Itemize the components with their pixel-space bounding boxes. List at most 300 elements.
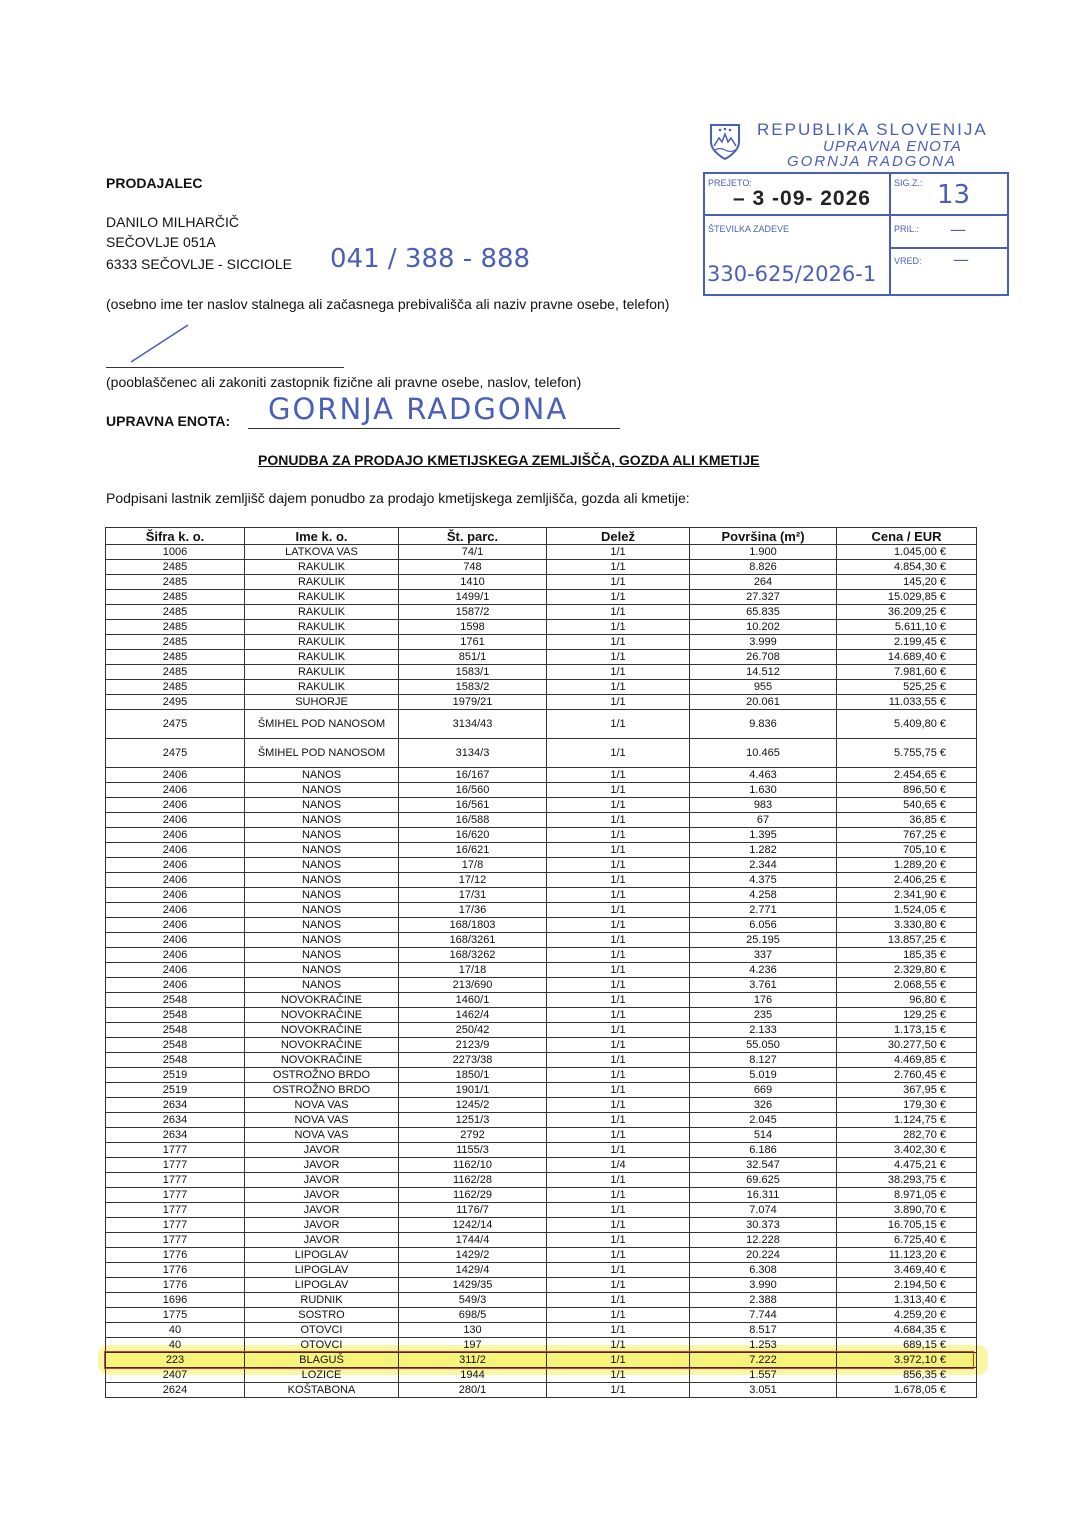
cell-ko-code: 2406 [106,828,245,843]
cell-share: 1/1 [547,739,690,768]
col-header-price: Cena / EUR [837,528,977,545]
cell-share: 1/4 [547,1158,690,1173]
cell-ko-code: 2406 [106,888,245,903]
cell-price: 3.469,40 € [837,1263,977,1278]
cell-share: 1/1 [547,843,690,858]
cell-price: 2.068,55 € [837,978,977,993]
cell-price: 689,15 € [837,1338,977,1353]
cell-area: 16.311 [690,1188,837,1203]
cell-ko-code: 2519 [106,1083,245,1098]
cell-ko-code: 1777 [106,1233,245,1248]
cell-area: 30.373 [690,1218,837,1233]
cell-share: 1/1 [547,1218,690,1233]
cell-share: 1/1 [547,1263,690,1278]
table-row [106,620,977,635]
cell-price: 5.611,10 € [837,620,977,635]
cell-ko-code: 1777 [106,1158,245,1173]
cell-price: 2.341,90 € [837,888,977,903]
table-row [106,1203,977,1218]
cell-area: 55.050 [690,1038,837,1053]
cell-parcel: 1460/1 [399,993,547,1008]
cell-ko-name: ŠMIHEL POD NANOSOM [245,739,399,768]
table-row [106,575,977,590]
cell-area: 12.228 [690,1233,837,1248]
cell-ko-name: LIPOGLAV [245,1278,399,1293]
cell-price: 16.705,15 € [837,1218,977,1233]
cell-share: 1/1 [547,828,690,843]
cell-share: 1/1 [547,695,690,710]
cell-price: 4.854,30 € [837,560,977,575]
table-row [106,680,977,695]
cell-share: 1/1 [547,1143,690,1158]
cell-share: 1/1 [547,1308,690,1323]
table-row [106,1233,977,1248]
cell-parcel: 1429/2 [399,1248,547,1263]
cell-parcel: 1761 [399,635,547,650]
cell-price: 8.971,05 € [837,1188,977,1203]
cell-ko-name: NOVA VAS [245,1128,399,1143]
cell-ko-code: 2406 [106,933,245,948]
cell-ko-code: 2485 [106,650,245,665]
cell-share: 1/1 [547,1068,690,1083]
case-number-value: 330-625/2026-1 [707,262,877,286]
cell-area: 2.133 [690,1023,837,1038]
cell-share: 1/1 [547,963,690,978]
sig-value: 13 [937,180,971,210]
cell-ko-name: NOVOKRAČINE [245,993,399,1008]
cell-ko-code: 1777 [106,1188,245,1203]
cell-parcel: 1251/3 [399,1113,547,1128]
table-row [106,1308,977,1323]
cell-ko-code: 2485 [106,620,245,635]
table-row [106,560,977,575]
cell-parcel: 1850/1 [399,1068,547,1083]
cell-price: 1.313,40 € [837,1293,977,1308]
cell-share: 1/1 [547,1083,690,1098]
cell-price: 896,50 € [837,783,977,798]
table-row [106,710,977,739]
cell-ko-name: JAVOR [245,1203,399,1218]
cell-area: 67 [690,813,837,828]
cell-parcel: 250/42 [399,1023,547,1038]
cell-price: 179,30 € [837,1098,977,1113]
cell-area: 6.308 [690,1263,837,1278]
cell-parcel: 1245/2 [399,1098,547,1113]
cell-share: 1/1 [547,918,690,933]
cell-ko-code: 2634 [106,1098,245,1113]
cell-price: 3.402,30 € [837,1143,977,1158]
cell-price: 15.029,85 € [837,590,977,605]
cell-share: 1/1 [547,665,690,680]
cell-parcel: 197 [399,1338,547,1353]
cell-price: 11.033,55 € [837,695,977,710]
cell-price: 2.329,80 € [837,963,977,978]
cell-parcel: 748 [399,560,547,575]
cell-area: 8.826 [690,560,837,575]
cell-ko-code: 2406 [106,798,245,813]
cell-price: 13.857,25 € [837,933,977,948]
cell-area: 8.517 [690,1323,837,1338]
cell-ko-code: 2406 [106,873,245,888]
cell-ko-code: 2406 [106,948,245,963]
cell-price: 2.454,65 € [837,768,977,783]
table-row [106,1338,977,1353]
cell-ko-name: ŠMIHEL POD NANOSOM [245,710,399,739]
cell-area: 3.990 [690,1278,837,1293]
cell-ko-code: 2485 [106,590,245,605]
cell-area: 514 [690,1128,837,1143]
cell-area: 1.557 [690,1368,837,1383]
cell-share: 1/1 [547,560,690,575]
table-row [106,873,977,888]
table-row [106,858,977,873]
cell-share: 1/1 [547,1038,690,1053]
cell-price: 2.760,45 € [837,1068,977,1083]
table-row [106,635,977,650]
col-header-ko-code: Šifra k. o. [106,528,245,545]
vred-value: — [953,250,969,269]
cell-area: 2.771 [690,903,837,918]
table-row [106,1248,977,1263]
seller-name: DANILO MILHARČIČ [106,214,240,230]
table-row [106,545,977,560]
table-row [106,1098,977,1113]
cell-ko-code: 2475 [106,739,245,768]
cell-ko-code: 2485 [106,605,245,620]
cell-ko-code: 2406 [106,918,245,933]
admin-unit-value: GORNJA RADGONA [268,392,569,426]
cell-price: 4.475,21 € [837,1158,977,1173]
cell-ko-code: 2634 [106,1128,245,1143]
cell-share: 1/1 [547,1368,690,1383]
cell-parcel: 16/620 [399,828,547,843]
received-stamp [703,172,1009,296]
cell-area: 2.045 [690,1113,837,1128]
cell-price: 6.725,40 € [837,1233,977,1248]
cell-ko-code: 1777 [106,1143,245,1158]
table-row [106,1218,977,1233]
cell-ko-name: NANOS [245,768,399,783]
cell-area: 326 [690,1098,837,1113]
cell-ko-name: NOVOKRAČINE [245,1023,399,1038]
cell-price: 7.981,60 € [837,665,977,680]
cell-parcel: 1162/10 [399,1158,547,1173]
stamp-subtitle: UPRAVNA ENOTA [823,138,962,155]
cell-price: 145,20 € [837,575,977,590]
cell-area: 1.282 [690,843,837,858]
cell-ko-name: BLAGUŠ [245,1353,399,1368]
cell-parcel: 16/560 [399,783,547,798]
cell-parcel: 549/3 [399,1293,547,1308]
cell-ko-name: NANOS [245,828,399,843]
cell-share: 1/1 [547,1293,690,1308]
cell-share: 1/1 [547,1128,690,1143]
cell-ko-name: JAVOR [245,1173,399,1188]
cell-price: 36,85 € [837,813,977,828]
cell-ko-name: RAKULIK [245,635,399,650]
cell-share: 1/1 [547,1323,690,1338]
cell-area: 1.395 [690,828,837,843]
cell-price: 1.289,20 € [837,858,977,873]
cell-parcel: 3134/43 [399,710,547,739]
cell-price: 540,65 € [837,798,977,813]
cell-parcel: 1176/7 [399,1203,547,1218]
cell-area: 9.836 [690,710,837,739]
cell-area: 26.708 [690,650,837,665]
table-row [106,1038,977,1053]
cell-area: 4.258 [690,888,837,903]
cell-share: 1/1 [547,903,690,918]
cell-area: 1.900 [690,545,837,560]
table-row [106,768,977,783]
cell-ko-name: RAKULIK [245,605,399,620]
coat-of-arms-icon [708,122,742,162]
cell-area: 25.195 [690,933,837,948]
cell-area: 3.999 [690,635,837,650]
cell-ko-name: RAKULIK [245,620,399,635]
cell-ko-name: RAKULIK [245,590,399,605]
cell-ko-name: NANOS [245,903,399,918]
cell-area: 69.625 [690,1173,837,1188]
table-row [106,1023,977,1038]
cell-parcel: 130 [399,1323,547,1338]
cell-area: 4.463 [690,768,837,783]
cell-ko-code: 2485 [106,635,245,650]
cell-price: 367,95 € [837,1083,977,1098]
cell-area: 4.236 [690,963,837,978]
cell-price: 1.173,15 € [837,1023,977,1038]
cell-ko-name: NOVA VAS [245,1098,399,1113]
case-number-label: ŠTEVILKA ZADEVE [708,224,790,234]
cell-ko-code: 2624 [106,1383,245,1398]
cell-ko-name: RAKULIK [245,560,399,575]
cell-parcel: 16/167 [399,768,547,783]
cell-ko-name: NANOS [245,888,399,903]
cell-price: 30.277,50 € [837,1038,977,1053]
cell-ko-name: NANOS [245,978,399,993]
admin-unit-label: UPRAVNA ENOTA: [106,413,231,429]
cell-area: 3.051 [690,1383,837,1398]
cell-parcel: 1462/4 [399,1008,547,1023]
table-row [106,590,977,605]
cell-area: 2.388 [690,1293,837,1308]
cell-share: 1/1 [547,1173,690,1188]
cell-parcel: 1587/2 [399,605,547,620]
cell-share: 1/1 [547,1233,690,1248]
vred-label: VRED: [894,256,922,266]
cell-ko-code: 2407 [106,1368,245,1383]
cell-price: 1.678,05 € [837,1383,977,1398]
cell-parcel: 1499/1 [399,590,547,605]
cell-ko-code: 2634 [106,1113,245,1128]
cell-share: 1/1 [547,620,690,635]
cell-ko-name: NANOS [245,783,399,798]
cell-ko-code: 2406 [106,978,245,993]
cell-ko-code: 2475 [106,710,245,739]
table-row [106,948,977,963]
table-row [106,978,977,993]
table-row [106,1068,977,1083]
table-row [106,1008,977,1023]
table-row [106,1128,977,1143]
cell-ko-name: JAVOR [245,1158,399,1173]
cell-price: 4.469,85 € [837,1053,977,1068]
cell-share: 1/1 [547,1248,690,1263]
cell-share: 1/1 [547,590,690,605]
cell-ko-code: 40 [106,1338,245,1353]
cell-share: 1/1 [547,680,690,695]
cell-price: 5.409,80 € [837,710,977,739]
cell-share: 1/1 [547,545,690,560]
document-title: PONUDBA ZA PRODAJO KMETIJSKEGA ZEMLJIŠČA, GOZDA ALI KMETIJE [258,452,760,468]
cell-price: 282,70 € [837,1128,977,1143]
cell-parcel: 2123/9 [399,1038,547,1053]
cell-parcel: 1598 [399,620,547,635]
cell-share: 1/1 [547,993,690,1008]
cell-price: 3.972,10 € [837,1353,977,1368]
table-row [106,903,977,918]
cell-share: 1/1 [547,1098,690,1113]
cell-area: 3.761 [690,978,837,993]
sig-label: SIG.Z.: [894,178,923,188]
cell-ko-code: 1006 [106,545,245,560]
cell-parcel: 17/31 [399,888,547,903]
col-header-share: Delež [547,528,690,545]
cell-ko-code: 2406 [106,783,245,798]
cell-ko-name: RAKULIK [245,665,399,680]
cell-parcel: 17/8 [399,858,547,873]
cell-ko-name: NANOS [245,858,399,873]
cell-ko-name: NANOS [245,963,399,978]
cell-area: 955 [690,680,837,695]
table-row [106,963,977,978]
cell-ko-name: SUHORJE [245,695,399,710]
table-row [106,1173,977,1188]
table-row [106,1278,977,1293]
table-row [106,1353,977,1368]
cell-ko-code: 2406 [106,903,245,918]
cell-price: 525,25 € [837,680,977,695]
cell-price: 96,80 € [837,993,977,1008]
received-date: – 3 -09- 2026 [733,187,871,210]
pril-value: — [950,220,966,239]
cell-ko-code: 1776 [106,1248,245,1263]
cell-ko-name: NANOS [245,933,399,948]
cell-ko-name: NANOS [245,843,399,858]
seller-heading: PRODAJALEC [106,175,203,191]
cell-parcel: 1162/29 [399,1188,547,1203]
cell-share: 1/1 [547,858,690,873]
cell-parcel: 168/1803 [399,918,547,933]
cell-ko-code: 2485 [106,680,245,695]
cell-share: 1/1 [547,575,690,590]
cell-ko-name: OTOVCI [245,1323,399,1338]
cell-share: 1/1 [547,1053,690,1068]
cell-parcel: 1583/1 [399,665,547,680]
cell-area: 32.547 [690,1158,837,1173]
cell-ko-name: SOSTRO [245,1308,399,1323]
cell-share: 1/1 [547,1203,690,1218]
cell-share: 1/1 [547,1338,690,1353]
cell-share: 1/1 [547,1113,690,1128]
cell-ko-code: 2519 [106,1068,245,1083]
cell-price: 5.755,75 € [837,739,977,768]
cell-share: 1/1 [547,1188,690,1203]
cell-ko-code: 1777 [106,1173,245,1188]
cell-ko-name: NANOS [245,948,399,963]
table-row [106,783,977,798]
cell-ko-name: NANOS [245,798,399,813]
cell-area: 337 [690,948,837,963]
table-row [106,1113,977,1128]
cell-parcel: 1744/4 [399,1233,547,1248]
cell-parcel: 2792 [399,1128,547,1143]
cell-area: 264 [690,575,837,590]
cell-area: 669 [690,1083,837,1098]
cell-ko-code: 2406 [106,813,245,828]
representative-underline [106,367,344,368]
cell-area: 235 [690,1008,837,1023]
cell-parcel: 74/1 [399,545,547,560]
cell-share: 1/1 [547,710,690,739]
table-row [106,1158,977,1173]
cell-ko-name: LIPOGLAV [245,1263,399,1278]
cell-ko-name: RAKULIK [245,680,399,695]
cell-share: 1/1 [547,1023,690,1038]
cell-area: 1.253 [690,1338,837,1353]
cell-ko-code: 1777 [106,1203,245,1218]
table-row [106,695,977,710]
cell-area: 1.630 [690,783,837,798]
cell-ko-name: NOVOKRAČINE [245,1008,399,1023]
cell-price: 2.199,45 € [837,635,977,650]
table-row [106,798,977,813]
cell-price: 3.890,70 € [837,1203,977,1218]
parcels-table [105,527,977,1398]
col-header-ko-name: Ime k. o. [245,528,399,545]
cell-ko-name: LIPOGLAV [245,1248,399,1263]
table-row [106,933,977,948]
stamp-unit: GORNJA RADGONA [787,153,957,170]
cell-price: 4.259,20 € [837,1308,977,1323]
cell-area: 176 [690,993,837,1008]
cell-parcel: 1944 [399,1368,547,1383]
cell-parcel: 213/690 [399,978,547,993]
cell-ko-name: NANOS [245,918,399,933]
table-row [106,605,977,620]
cell-ko-name: JAVOR [245,1218,399,1233]
cell-ko-name: JAVOR [245,1188,399,1203]
intro-text: Podpisani lastnik zemljišč dajem ponudbo za prodajo kmetijskega zemljišča, gozda ali kmetije: [106,490,690,506]
cell-ko-code: 2548 [106,1053,245,1068]
cell-ko-code: 2406 [106,843,245,858]
cell-parcel: 851/1 [399,650,547,665]
stamp-title: REPUBLIKA SLOVENIJA [757,120,988,139]
cell-ko-name: OSTROŽNO BRDO [245,1083,399,1098]
cell-share: 1/1 [547,813,690,828]
cell-area: 65.835 [690,605,837,620]
cell-ko-code: 223 [106,1353,245,1368]
cell-ko-name: NOVOKRAČINE [245,1053,399,1068]
cell-ko-name: RUDNIK [245,1293,399,1308]
cell-parcel: 168/3261 [399,933,547,948]
cell-parcel: 17/12 [399,873,547,888]
cell-parcel: 1583/2 [399,680,547,695]
table-row [106,888,977,903]
cell-ko-name: NOVOKRAČINE [245,1038,399,1053]
cell-ko-code: 2548 [106,993,245,1008]
cell-ko-name: KOŠTABONA [245,1383,399,1398]
